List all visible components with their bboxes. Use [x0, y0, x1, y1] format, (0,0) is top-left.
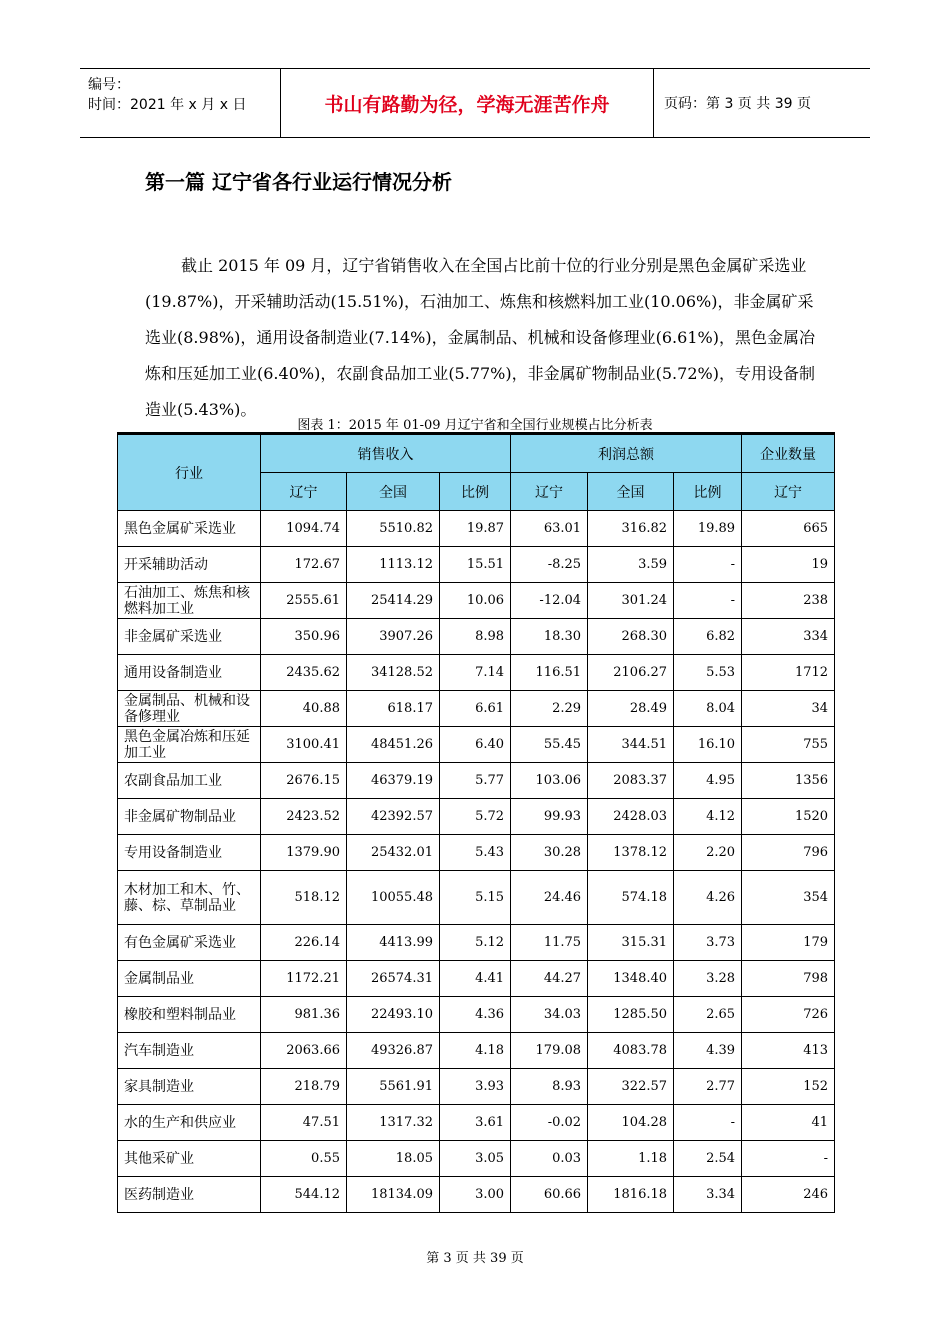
cell-profit-ratio: 2.54	[674, 1141, 742, 1177]
cell-industry-name: 有色金属矿采选业	[118, 925, 261, 961]
cell-sales-liaoning: 544.12	[261, 1177, 347, 1213]
document-time-label: 时间：2021 年 x 月 x 日	[88, 97, 247, 113]
table-row	[118, 835, 835, 871]
cell-profit-liaoning: -0.02	[511, 1105, 588, 1141]
cell-sales-ratio: 3.93	[440, 1069, 511, 1105]
cell-profit-liaoning: -12.04	[511, 583, 588, 619]
cell-sales-liaoning: 172.67	[261, 547, 347, 583]
cell-enterprise-count: 19	[742, 547, 835, 583]
cell-profit-national: 268.30	[588, 619, 674, 655]
cell-sales-national: 26574.31	[347, 961, 440, 997]
cell-sales-liaoning: 226.14	[261, 925, 347, 961]
table-row	[118, 799, 835, 835]
cell-industry-name: 木材加工和木、竹、藤、棕、草制品业	[118, 871, 261, 925]
cell-sales-ratio: 3.00	[440, 1177, 511, 1213]
cell-industry-name: 农副食品加工业	[118, 763, 261, 799]
cell-enterprise-count: 179	[742, 925, 835, 961]
cell-profit-ratio: 4.39	[674, 1033, 742, 1069]
table-caption: 图表 1：2015 年 01-09 月辽宁省和全国行业规模占比分析表	[297, 418, 653, 433]
cell-industry-name: 非金属矿物制品业	[118, 799, 261, 835]
cell-sales-ratio: 5.72	[440, 799, 511, 835]
cell-profit-liaoning: 55.45	[511, 727, 588, 763]
cell-sales-ratio: 19.87	[440, 511, 511, 547]
cell-sales-national: 25432.01	[347, 835, 440, 871]
cell-profit-national: 316.82	[588, 511, 674, 547]
cell-sales-liaoning: 40.88	[261, 691, 347, 727]
cell-profit-national: 2428.03	[588, 799, 674, 835]
cell-sales-national: 18.05	[347, 1141, 440, 1177]
cell-enterprise-count: 796	[742, 835, 835, 871]
cell-profit-national: 4083.78	[588, 1033, 674, 1069]
cell-profit-ratio: 8.04	[674, 691, 742, 727]
cell-industry-name: 非金属矿采选业	[118, 619, 261, 655]
cell-profit-liaoning: 24.46	[511, 871, 588, 925]
cell-profit-ratio: 4.12	[674, 799, 742, 835]
cell-industry-name: 橡胶和塑料制品业	[118, 997, 261, 1033]
table-row	[118, 961, 835, 997]
cell-enterprise-count: 238	[742, 583, 835, 619]
cell-profit-ratio: 2.77	[674, 1069, 742, 1105]
cell-profit-ratio: -	[674, 583, 742, 619]
cell-profit-ratio: 4.95	[674, 763, 742, 799]
cell-sales-ratio: 3.05	[440, 1141, 511, 1177]
col-header-profit-liaoning: 辽宁	[511, 473, 588, 511]
cell-profit-liaoning: 103.06	[511, 763, 588, 799]
cell-profit-ratio: 4.26	[674, 871, 742, 925]
cell-profit-liaoning: 8.93	[511, 1069, 588, 1105]
cell-profit-liaoning: 18.30	[511, 619, 588, 655]
table-row	[118, 691, 835, 727]
cell-profit-national: 28.49	[588, 691, 674, 727]
cell-profit-national: 3.59	[588, 547, 674, 583]
cell-sales-ratio: 4.18	[440, 1033, 511, 1069]
col-header-profit: 利润总额	[511, 434, 742, 473]
cell-sales-ratio: 8.98	[440, 619, 511, 655]
cell-sales-national: 618.17	[347, 691, 440, 727]
cell-enterprise-count: 1356	[742, 763, 835, 799]
cell-industry-name: 石油加工、炼焦和核燃料加工业	[118, 583, 261, 619]
cell-sales-ratio: 5.15	[440, 871, 511, 925]
col-header-sales: 销售收入	[261, 434, 511, 473]
cell-sales-liaoning: 2435.62	[261, 655, 347, 691]
cell-enterprise-count: 755	[742, 727, 835, 763]
col-header-profit-ratio: 比例	[674, 473, 742, 511]
section-heading: 第一篇 辽宁省各行业运行情况分析	[145, 170, 452, 194]
cell-profit-ratio: 3.34	[674, 1177, 742, 1213]
cell-sales-national: 46379.19	[347, 763, 440, 799]
col-header-enterprises-liaoning: 辽宁	[742, 473, 835, 511]
table-row	[118, 1141, 835, 1177]
cell-profit-liaoning: 44.27	[511, 961, 588, 997]
col-header-profit-national: 全国	[588, 473, 674, 511]
cell-profit-national: 315.31	[588, 925, 674, 961]
cell-profit-ratio: 3.73	[674, 925, 742, 961]
cell-sales-national: 42392.57	[347, 799, 440, 835]
col-header-enterprises: 企业数量	[742, 434, 835, 473]
cell-sales-national: 4413.99	[347, 925, 440, 961]
cell-industry-name: 汽车制造业	[118, 1033, 261, 1069]
table-row	[118, 871, 835, 925]
page-footer: 第 3 页 共 39 页	[426, 1251, 524, 1266]
cell-profit-ratio: 16.10	[674, 727, 742, 763]
cell-industry-name: 水的生产和供应业	[118, 1105, 261, 1141]
table-row	[118, 511, 835, 547]
cell-sales-national: 5510.82	[347, 511, 440, 547]
cell-profit-national: 1816.18	[588, 1177, 674, 1213]
cell-profit-liaoning: 11.75	[511, 925, 588, 961]
cell-industry-name: 金属制品、机械和设备修理业	[118, 691, 261, 727]
cell-profit-liaoning: 99.93	[511, 799, 588, 835]
table-row	[118, 1177, 835, 1213]
col-header-sales-ratio: 比例	[440, 473, 511, 511]
cell-sales-national: 48451.26	[347, 727, 440, 763]
cell-sales-liaoning: 2063.66	[261, 1033, 347, 1069]
cell-enterprise-count: 726	[742, 997, 835, 1033]
industry-table	[117, 432, 835, 1213]
cell-sales-national: 3907.26	[347, 619, 440, 655]
header-page-info: 页码：第 3 页 共 39 页	[664, 96, 811, 112]
page-header	[80, 68, 870, 138]
cell-profit-liaoning: 63.01	[511, 511, 588, 547]
cell-sales-ratio: 4.36	[440, 997, 511, 1033]
cell-profit-liaoning: -8.25	[511, 547, 588, 583]
table-row	[118, 997, 835, 1033]
cell-industry-name: 黑色金属矿采选业	[118, 511, 261, 547]
cell-sales-ratio: 15.51	[440, 547, 511, 583]
cell-profit-ratio: -	[674, 547, 742, 583]
cell-profit-national: 1378.12	[588, 835, 674, 871]
cell-sales-ratio: 7.14	[440, 655, 511, 691]
table-row	[118, 1033, 835, 1069]
cell-sales-national: 5561.91	[347, 1069, 440, 1105]
cell-industry-name: 通用设备制造业	[118, 655, 261, 691]
cell-sales-ratio: 6.61	[440, 691, 511, 727]
cell-industry-name: 医药制造业	[118, 1177, 261, 1213]
cell-sales-liaoning: 47.51	[261, 1105, 347, 1141]
cell-profit-national: 344.51	[588, 727, 674, 763]
cell-sales-liaoning: 3100.41	[261, 727, 347, 763]
cell-sales-national: 10055.48	[347, 871, 440, 925]
cell-sales-national: 1317.32	[347, 1105, 440, 1141]
cell-enterprise-count: 246	[742, 1177, 835, 1213]
table-row	[118, 1069, 835, 1105]
header-motto: 书山有路勤为径，学海无涯苦作舟	[280, 69, 654, 137]
cell-industry-name: 其他采矿业	[118, 1141, 261, 1177]
col-header-industry: 行业	[118, 434, 261, 511]
cell-profit-ratio: 6.82	[674, 619, 742, 655]
table-row	[118, 1105, 835, 1141]
cell-enterprise-count: 34	[742, 691, 835, 727]
cell-profit-ratio: 3.28	[674, 961, 742, 997]
cell-enterprise-count: 354	[742, 871, 835, 925]
cell-enterprise-count: 413	[742, 1033, 835, 1069]
cell-sales-national: 1113.12	[347, 547, 440, 583]
cell-enterprise-count: 1712	[742, 655, 835, 691]
cell-profit-national: 1285.50	[588, 997, 674, 1033]
cell-enterprise-count: 798	[742, 961, 835, 997]
cell-sales-ratio: 6.40	[440, 727, 511, 763]
cell-profit-liaoning: 34.03	[511, 997, 588, 1033]
cell-enterprise-count: 665	[742, 511, 835, 547]
cell-sales-national: 49326.87	[347, 1033, 440, 1069]
cell-sales-liaoning: 1172.21	[261, 961, 347, 997]
table-row	[118, 763, 835, 799]
cell-sales-ratio: 5.77	[440, 763, 511, 799]
cell-profit-national: 322.57	[588, 1069, 674, 1105]
cell-sales-liaoning: 0.55	[261, 1141, 347, 1177]
cell-sales-liaoning: 2423.52	[261, 799, 347, 835]
table-row	[118, 925, 835, 961]
cell-sales-ratio: 5.12	[440, 925, 511, 961]
table-row	[118, 727, 835, 763]
cell-profit-ratio: 2.20	[674, 835, 742, 871]
cell-profit-liaoning: 2.29	[511, 691, 588, 727]
cell-industry-name: 黑色金属冶炼和压延加工业	[118, 727, 261, 763]
cell-sales-ratio: 4.41	[440, 961, 511, 997]
table-body	[118, 511, 835, 1213]
col-header-sales-liaoning: 辽宁	[261, 473, 347, 511]
cell-profit-national: 104.28	[588, 1105, 674, 1141]
cell-enterprise-count: 41	[742, 1105, 835, 1141]
cell-sales-ratio: 3.61	[440, 1105, 511, 1141]
cell-sales-national: 18134.09	[347, 1177, 440, 1213]
cell-sales-national: 22493.10	[347, 997, 440, 1033]
cell-profit-ratio: -	[674, 1105, 742, 1141]
cell-sales-liaoning: 350.96	[261, 619, 347, 655]
table-row	[118, 619, 835, 655]
cell-industry-name: 专用设备制造业	[118, 835, 261, 871]
cell-profit-ratio: 5.53	[674, 655, 742, 691]
cell-sales-national: 25414.29	[347, 583, 440, 619]
document-number-label: 编号：	[88, 77, 130, 93]
cell-enterprise-count: 334	[742, 619, 835, 655]
cell-profit-national: 2106.27	[588, 655, 674, 691]
cell-profit-national: 301.24	[588, 583, 674, 619]
cell-profit-ratio: 19.89	[674, 511, 742, 547]
cell-sales-liaoning: 518.12	[261, 871, 347, 925]
cell-profit-liaoning: 0.03	[511, 1141, 588, 1177]
cell-sales-national: 34128.52	[347, 655, 440, 691]
cell-profit-ratio: 2.65	[674, 997, 742, 1033]
cell-profit-national: 2083.37	[588, 763, 674, 799]
cell-sales-liaoning: 2555.61	[261, 583, 347, 619]
cell-sales-ratio: 5.43	[440, 835, 511, 871]
cell-profit-liaoning: 179.08	[511, 1033, 588, 1069]
cell-industry-name: 金属制品业	[118, 961, 261, 997]
cell-profit-liaoning: 30.28	[511, 835, 588, 871]
cell-enterprise-count: 152	[742, 1069, 835, 1105]
table-row	[118, 583, 835, 619]
cell-sales-liaoning: 981.36	[261, 997, 347, 1033]
cell-profit-national: 574.18	[588, 871, 674, 925]
summary-paragraph: 截止 2015 年 09 月，辽宁省销售收入在全国占比前十位的行业分别是黑色金属矿采选业(19.87%)，开采辅助活动(15.51%)，石油加工、炼焦和核燃料加工业(10.06%)，非金属矿采选业(8.98%)，通用设备制造业(7.14%)，金属制品、机械和设备修理业(6.61%)，黑色金属冶炼和压延加工业(6.40%)，农副食品加工业(5.77%)，非金属矿物制品业(5.72%)，专用设备制造业(5.43%)。	[145, 256, 815, 419]
header-meta	[80, 69, 280, 137]
cell-sales-ratio: 10.06	[440, 583, 511, 619]
cell-enterprise-count: -	[742, 1141, 835, 1177]
cell-industry-name: 开采辅助活动	[118, 547, 261, 583]
table-row	[118, 655, 835, 691]
cell-enterprise-count: 1520	[742, 799, 835, 835]
cell-industry-name: 家具制造业	[118, 1069, 261, 1105]
cell-sales-liaoning: 1379.90	[261, 835, 347, 871]
cell-profit-liaoning: 60.66	[511, 1177, 588, 1213]
cell-profit-liaoning: 116.51	[511, 655, 588, 691]
table-row	[118, 547, 835, 583]
cell-profit-national: 1.18	[588, 1141, 674, 1177]
cell-sales-liaoning: 218.79	[261, 1069, 347, 1105]
cell-sales-liaoning: 1094.74	[261, 511, 347, 547]
cell-profit-national: 1348.40	[588, 961, 674, 997]
cell-sales-liaoning: 2676.15	[261, 763, 347, 799]
col-header-sales-national: 全国	[347, 473, 440, 511]
